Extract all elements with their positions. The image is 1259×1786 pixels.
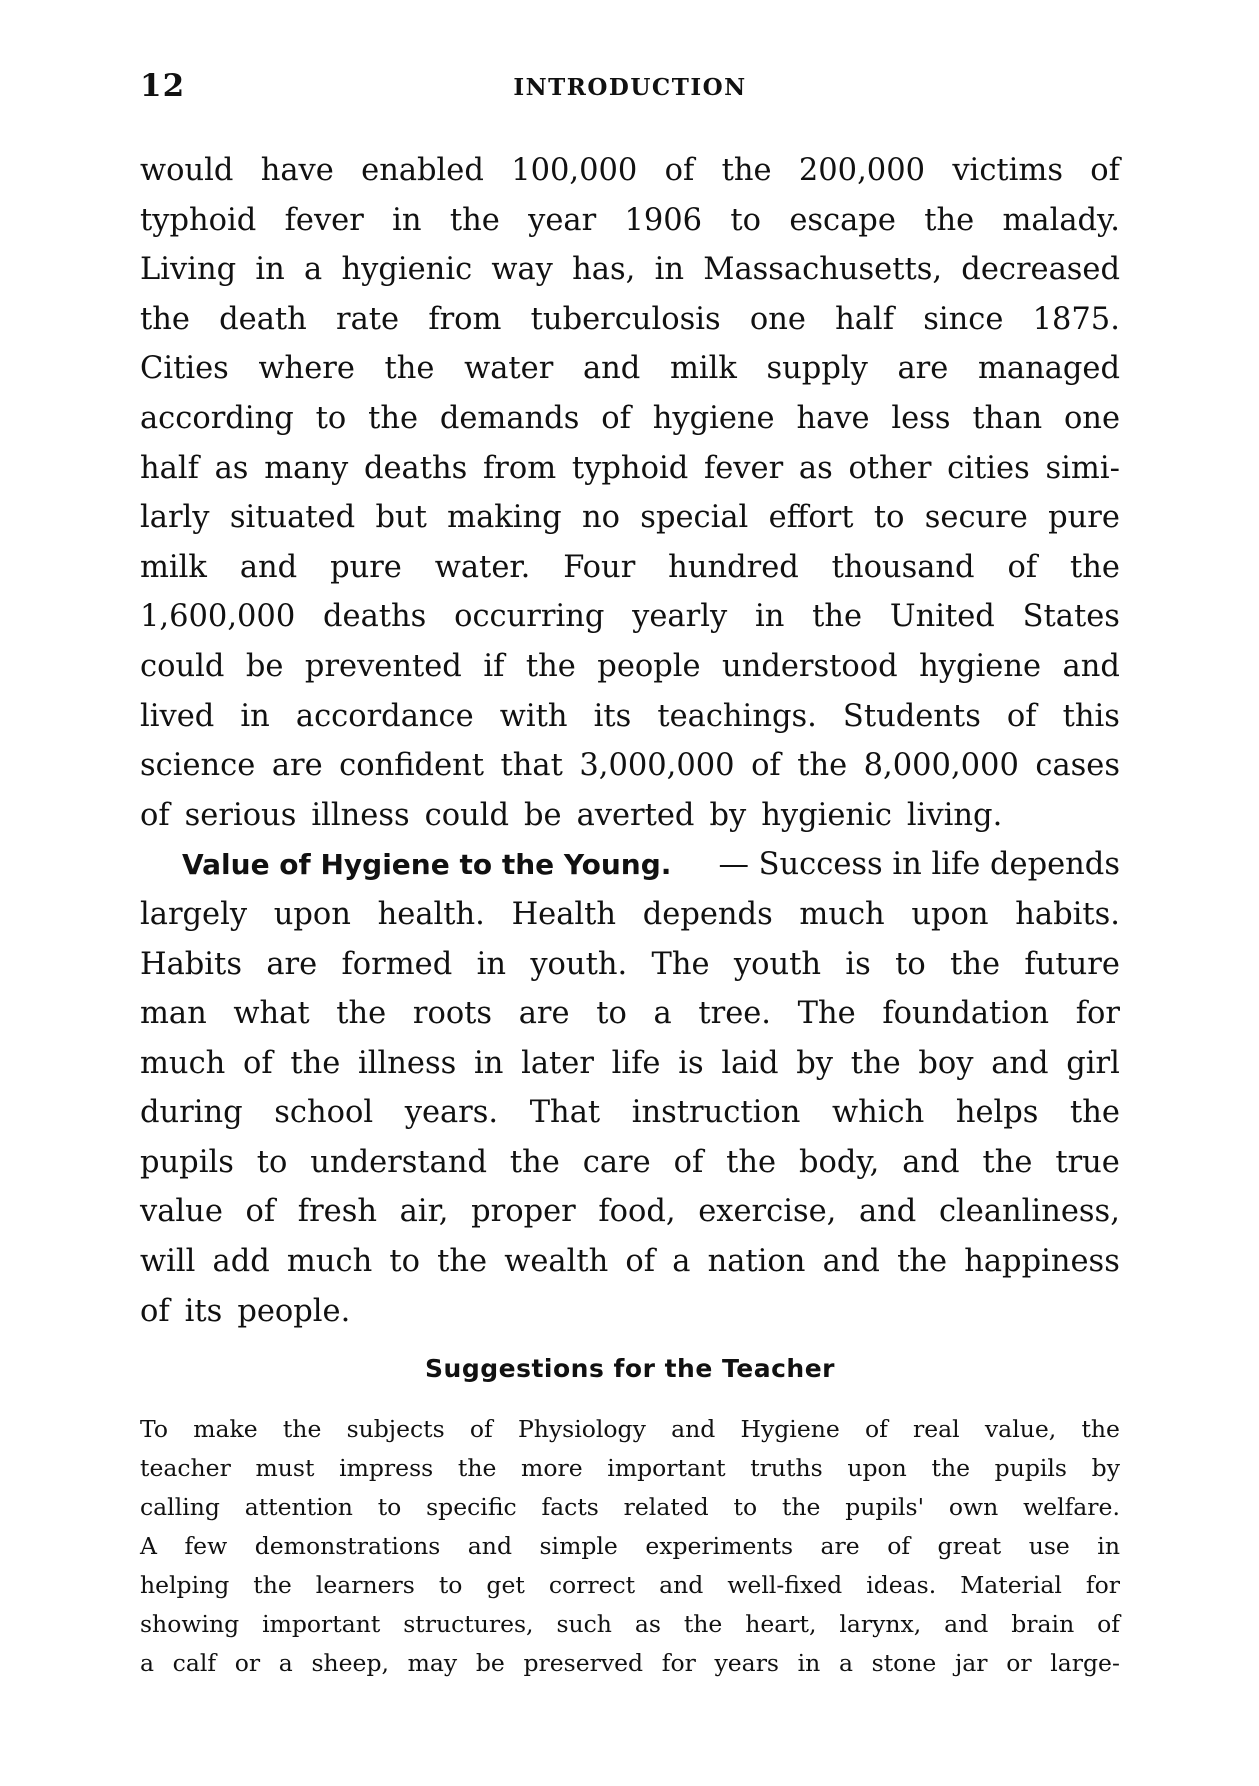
text-line: according to the demands of hygiene have less than one <box>140 400 1120 436</box>
main-text <box>140 146 1120 1336</box>
text-line: Cities where the water and milk supply are managed <box>140 351 1120 387</box>
text-line: 1,600,000 deaths occurring yearly in the United States <box>140 599 1120 635</box>
text-line: man what the roots are to a tree. The foundation for <box>140 996 1120 1032</box>
section-title: INTRODUCTION <box>513 74 747 101</box>
text-line: science are confident that 3,000,000 of the 8,000,000 cases <box>140 748 1120 784</box>
suggestions-heading: Suggestions for the Teacher <box>425 1354 835 1383</box>
text-line: Living in a hygienic way has, in Massachusetts, decreased <box>140 252 1120 288</box>
text-line: To make the subjects of Physiology and Hygiene of real value, the <box>140 1415 1120 1443</box>
text-line: pupils to understand the care of the body, and the true <box>140 1144 1120 1180</box>
text-line: value of fresh air, proper food, exercise, and cleanliness, <box>140 1194 1120 1230</box>
running-head <box>140 68 1120 108</box>
text-line: typhoid fever in the year 1906 to escape the malady. <box>140 202 1120 238</box>
text-line: the death rate from tuberculosis one half since 1875. <box>140 301 1120 337</box>
text-line: of its people. <box>140 1293 351 1329</box>
text-line: much of the illness in later life is laid by the boy and girl <box>140 1045 1120 1081</box>
suggestions-paragraph <box>140 1410 1120 1683</box>
text-line: helping the learners to get correct and well-fixed ideas. Material for <box>140 1571 1120 1599</box>
paragraph-hygiene-statistics <box>140 146 1120 840</box>
run-in-heading: Value of Hygiene to the Young. <box>182 848 672 882</box>
page-number: 12 <box>140 68 186 104</box>
text-line: showing important structures, such as the heart, larynx, and brain of <box>140 1610 1120 1638</box>
text-line: will add much to the wealth of a nation and the happiness <box>140 1244 1120 1280</box>
text-line: larly situated but making no special effort to secure pure <box>140 500 1120 536</box>
text-line: could be prevented if the people understood hygiene and <box>140 648 1120 684</box>
text-line: A few demonstrations and simple experiments are of great use in <box>140 1532 1120 1560</box>
text-line <box>140 840 1120 890</box>
text-line: Habits are formed in youth. The youth is to the future <box>140 946 1120 982</box>
text-line: of serious illness could be averted by hygienic living. <box>140 797 1003 833</box>
text-line: half as many deaths from typhoid fever as other cities simi- <box>140 450 1120 486</box>
text-line: largely upon health. Health depends much upon habits. <box>140 896 1120 932</box>
text-line: teacher must impress the more important truths upon the pupils by <box>140 1454 1120 1482</box>
text-line: would have enabled 100,000 of the 200,000 victims of <box>140 153 1120 188</box>
text-line-rest: — Success in life depends <box>718 847 1120 883</box>
text-line: during school years. That instruction which helps the <box>140 1095 1120 1131</box>
text-line: calling attention to specific facts related to the pupils' own welfare. <box>140 1493 1120 1521</box>
text-line: lived in accordance with its teachings. Students of this <box>140 698 1120 734</box>
text-line: a calf or a sheep, may be preserved for years in a stone jar or large- <box>140 1649 1120 1677</box>
paragraph-value-of-hygiene <box>140 840 1120 1336</box>
text-line: milk and pure water. Four hundred thousand of the <box>140 549 1120 585</box>
